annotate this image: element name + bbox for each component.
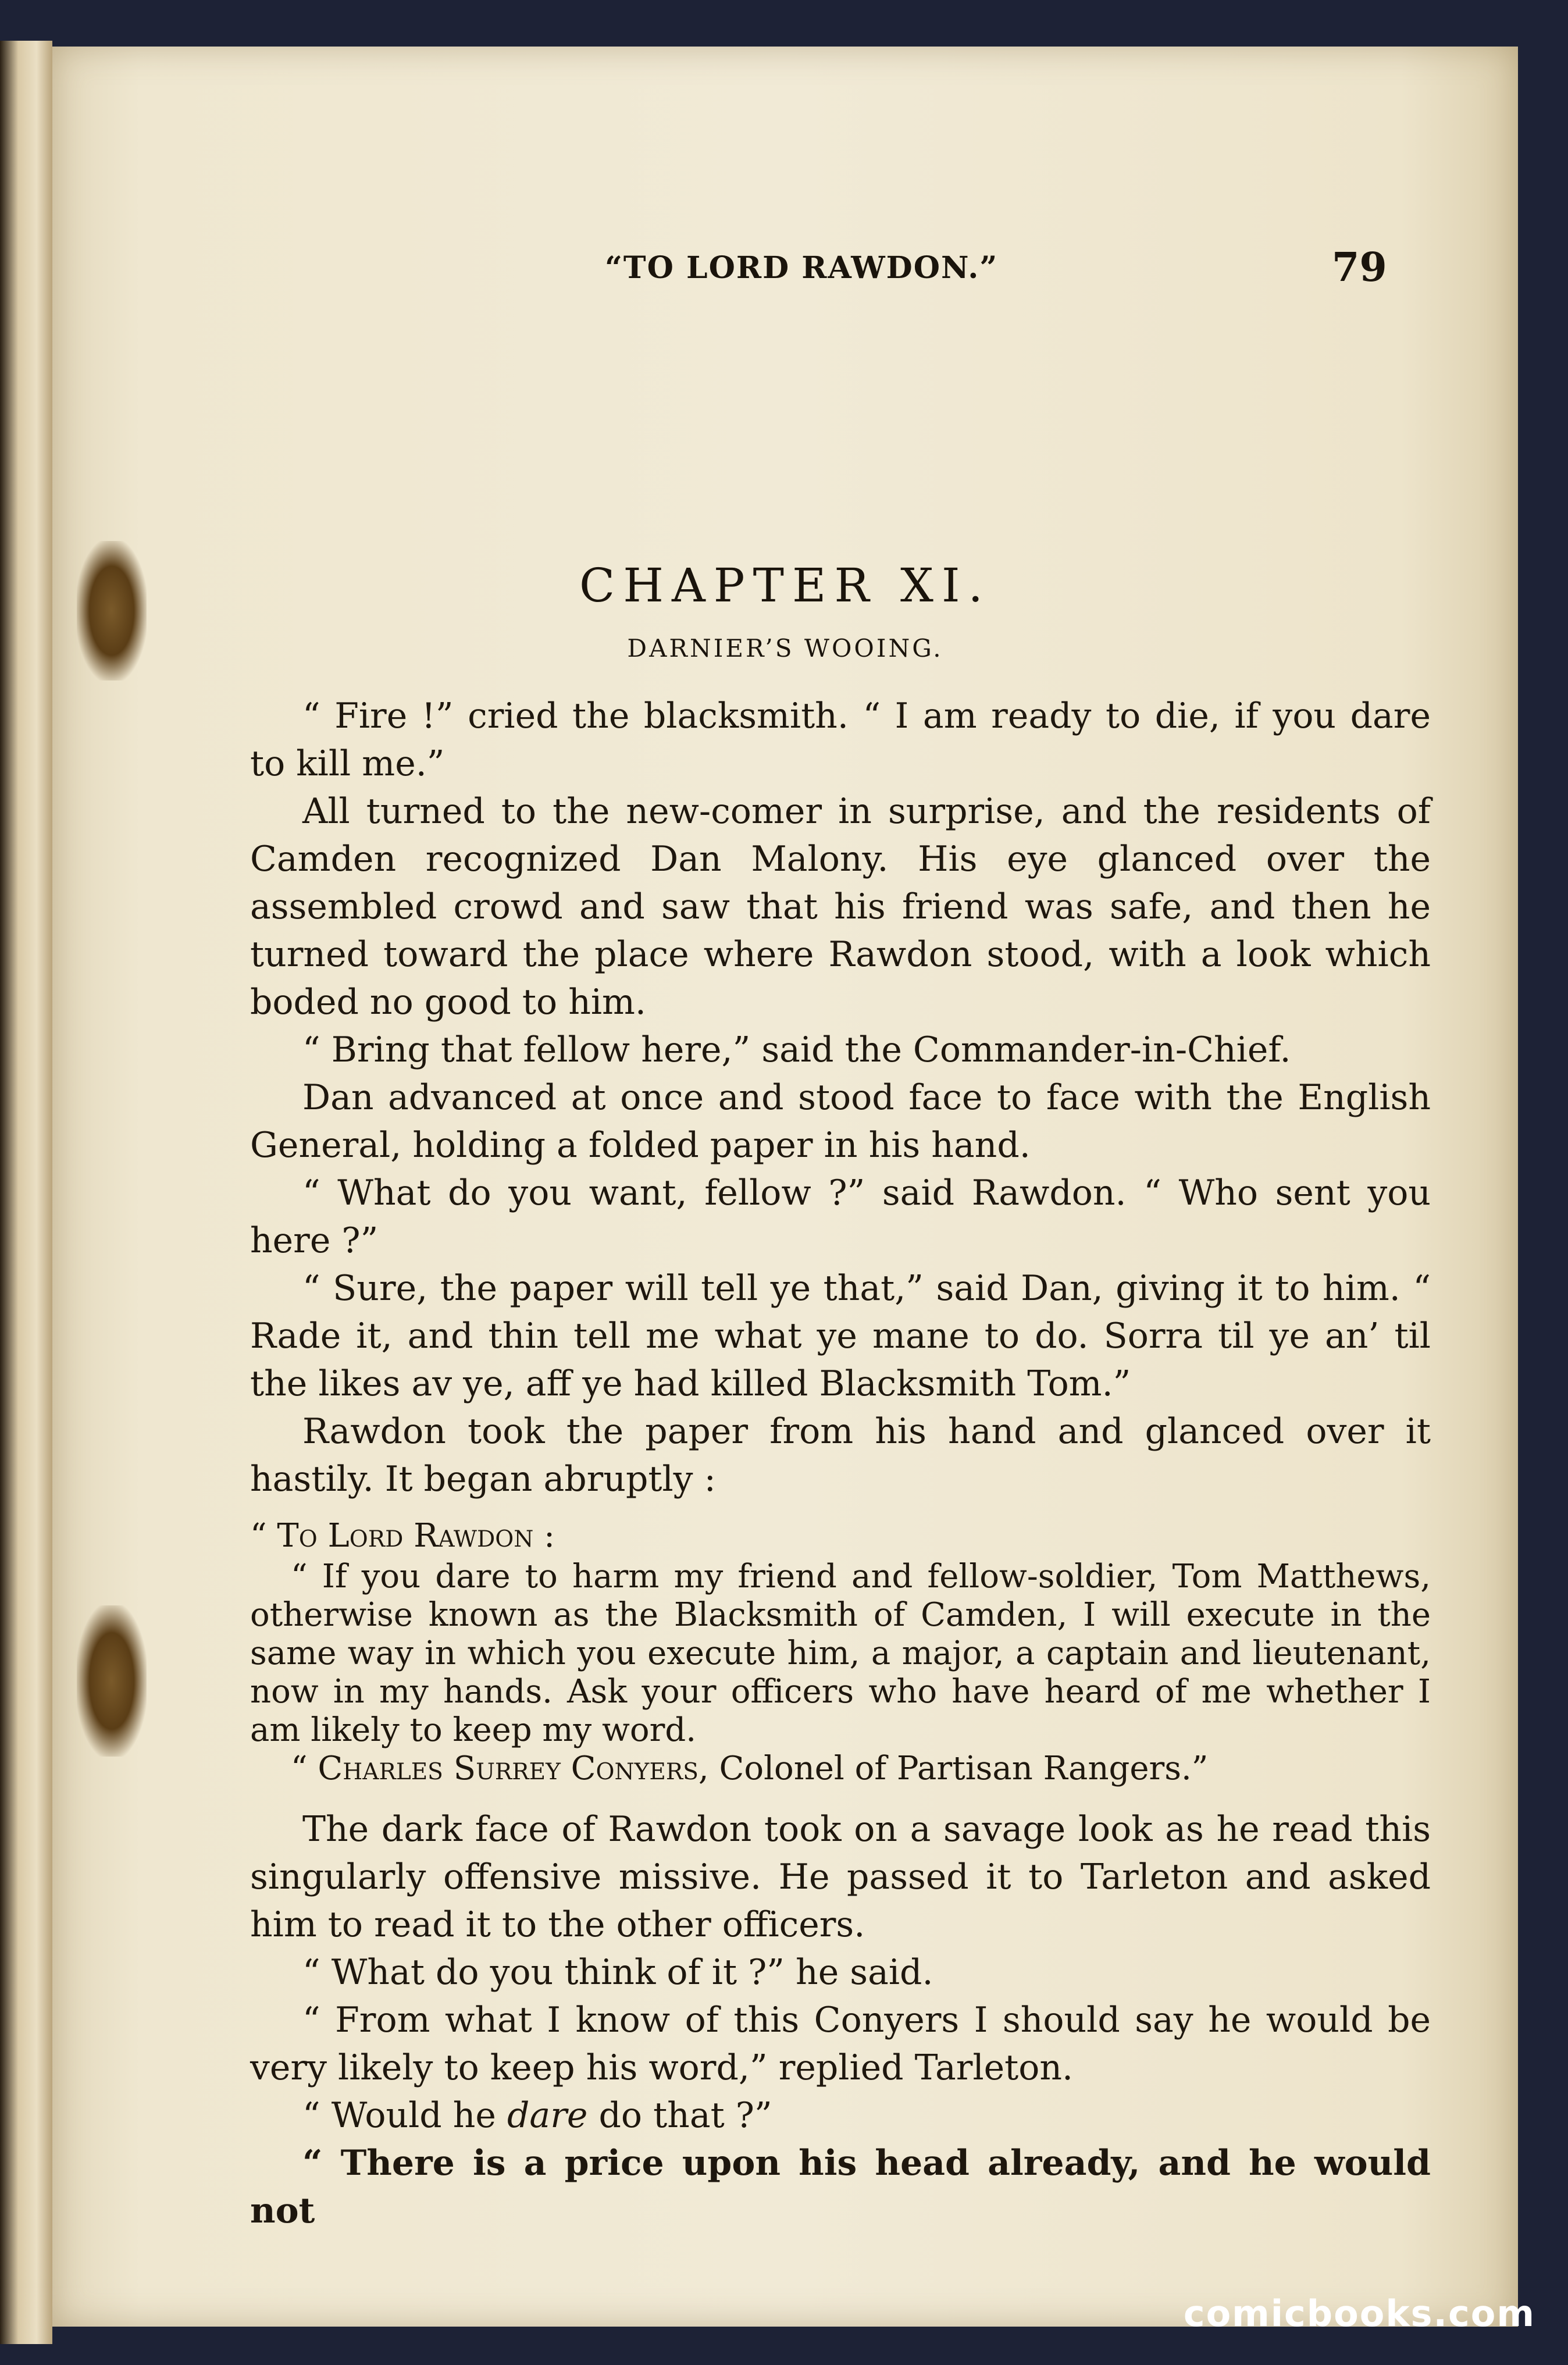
dare-emphasis: dare (507, 2095, 588, 2136)
book-page (52, 47, 1518, 2327)
chapter-title: CHAPTER XI. (579, 558, 991, 612)
body-text (250, 692, 1431, 2235)
paragraph: Rawdon took the paper from his hand and glanced over it hastily. It began abruptly : (250, 1411, 1431, 1500)
dare-line-after: do that ?” (587, 2095, 772, 2136)
binding-damage-mark (77, 1605, 147, 1757)
page-header (52, 215, 1518, 297)
quoted-letter (250, 1517, 1431, 1788)
letter-body: “ If you dare to harm my friend and fellow-soldier, Tom Matthews, otherwise known as the Blacksmith of Camden, I will execute in the same way in which you execute him, a major, a captain and lieutenant, now in my hands. Ask your officers who have heard of me whether I am likely to keep my word. (250, 1558, 1431, 1749)
dare-line-before: “ Would he (302, 2095, 508, 2136)
paragraph: “ Fire !” cried the blacksmith. “ I am ready to die, if you dare to kill me.” (250, 696, 1431, 784)
chapter-subtitle: DARNIER’S WOOING. (627, 634, 943, 663)
letter-salutation: “ To Lord Rawdon : (250, 1517, 555, 1555)
book-spine (0, 41, 52, 2344)
paragraph: All turned to the new-comer in surprise, and the residents of Camden recognized Dan Malony. His eye glanced over the assembled crowd and saw that his friend was safe, and then he turned toward the place where Rawdon stood, with a look which boded no good to him. (250, 791, 1431, 1023)
letter-signature (250, 1750, 1431, 1788)
paragraph: “ What do you think of it ?” he said. (302, 1952, 933, 1993)
paragraph: Dan advanced at once and stood face to face with the English General, holding a folded paper in his hand. (250, 1077, 1431, 1166)
site-watermark: comicbooks.com (1183, 2292, 1535, 2335)
page-number: 79 (1332, 244, 1387, 291)
paragraph: “ What do you want, fellow ?” said Rawdon. “ Who sent you here ?” (250, 1173, 1431, 1261)
paragraph: The dark face of Rawdon took on a savage look as he read this singularly offensive missive. He passed it to Tarleton and asked him to read it to the other officers. (250, 1809, 1431, 1945)
paragraph: “ Bring that fellow here,” said the Commander-in-Chief. (302, 1030, 1291, 1070)
running-head: “TO LORD RAWDON.” (605, 250, 999, 286)
signature-title: Colonel of Partisan Rangers.” (708, 1750, 1209, 1787)
paragraph (250, 2092, 1431, 2139)
paragraph: “ Sure, the paper will tell ye that,” said Dan, giving it to him. “ Rade it, and thin tell me what ye mane to do. Sorra til ye an’ til the likes av ye, aff ye had killed Blacksmith Tom.” (250, 1268, 1431, 1404)
paragraph: “ There is a price upon his head already, and he would not (250, 2143, 1431, 2231)
paragraph: “ From what I know of this Conyers I should say he would be very likely to keep his word,” replied Tarleton. (250, 2000, 1431, 2088)
signature-name: “ Charles Surrey Conyers, (291, 1750, 709, 1787)
